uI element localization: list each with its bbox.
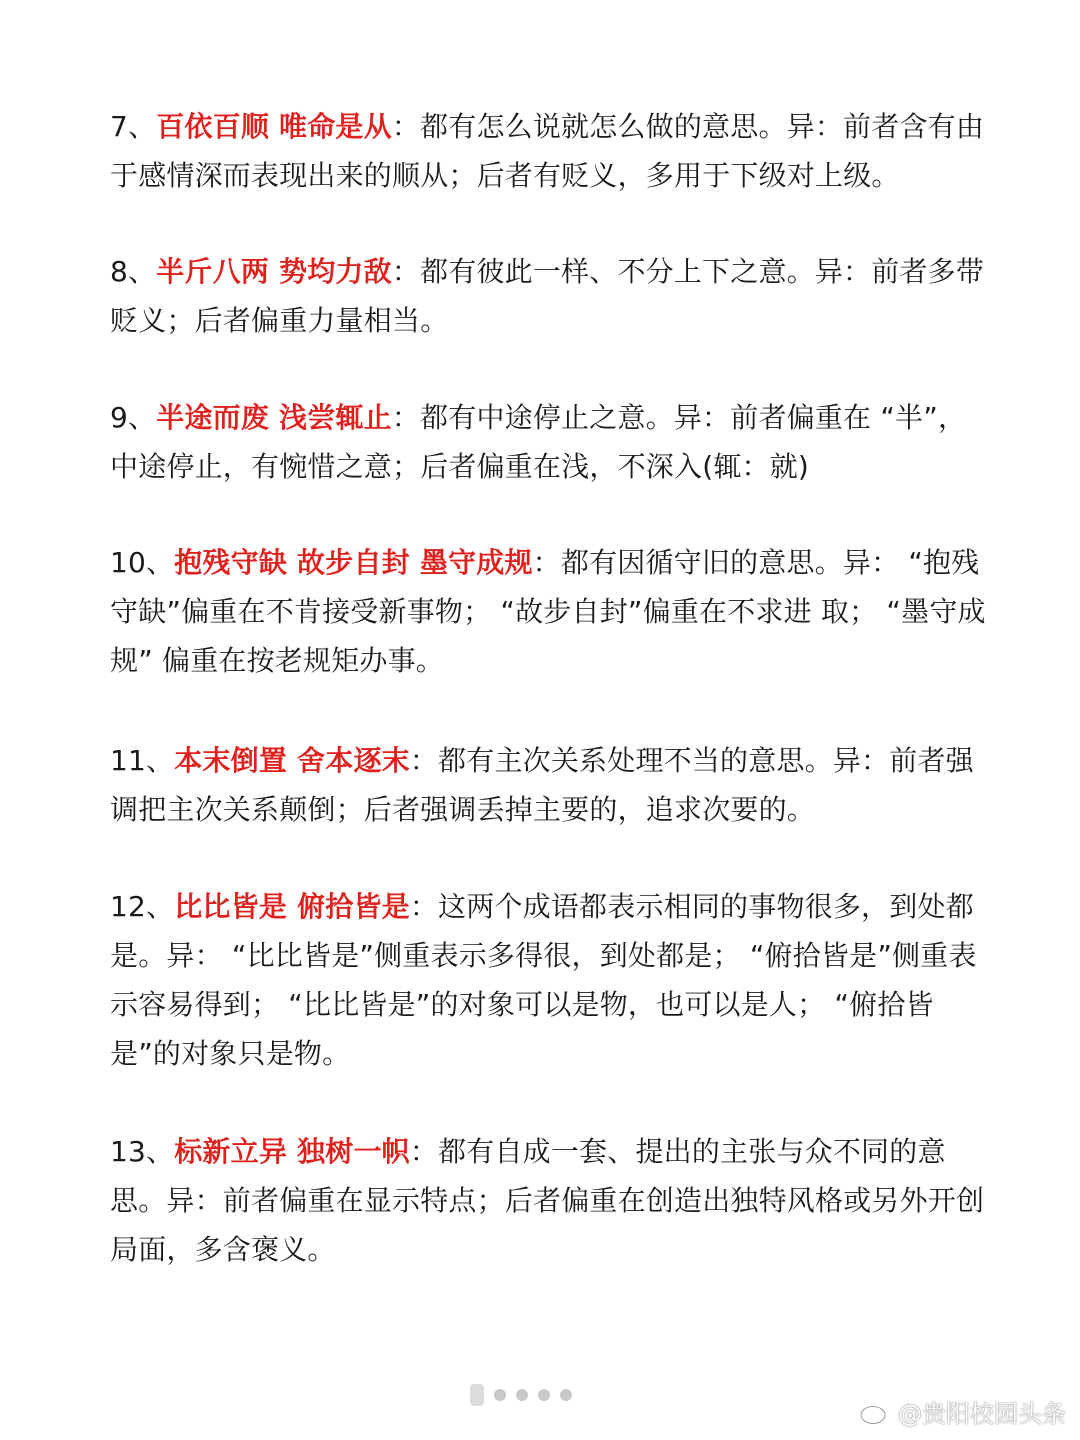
entry-text: ：都有自成一套、提出的主张与众不同的意思。异：前者偏重在显示特点；后者偏重在创造出独特风格或另外开创局面，多含褒义。 <box>110 1135 985 1266</box>
entry-9 <box>110 393 990 491</box>
entry-text: ：这两个成语都表示相同的事物很多，到处都是。异： “比比皆是”侧重表示多得很，到处都是； “俯拾皆是”侧重表示容易得到； “比比皆是”的对象可以是物，也可以是人； “俯拾皆是”的对象只是物。 <box>110 890 977 1070</box>
entry-7 <box>110 102 990 200</box>
idiom: 抱残守缺 <box>174 546 288 579</box>
idiom: 半斤八两 <box>156 255 270 288</box>
entry-13 <box>110 1127 990 1274</box>
idiom: 故步自封 <box>297 546 410 579</box>
entry-number: 10、 <box>110 546 175 579</box>
pager-dot[interactable] <box>538 1389 550 1401</box>
weibo-logo-icon <box>858 1398 892 1426</box>
idiom: 百依百顺 <box>156 110 270 143</box>
entry-12 <box>110 882 990 1078</box>
entry-text: ：都有彼此一样、不分上下之意。异：前者多带贬义；后者偏重力量相当。 <box>110 255 985 337</box>
entry-text: ：都有主次关系处理不当的意思。异：前者强调把主次关系颠倒；后者强调丢掉主要的，追求次要的。 <box>110 744 974 826</box>
idiom: 唯命是从 <box>279 110 392 143</box>
entry-11 <box>110 736 990 834</box>
pager-dot-active[interactable] <box>470 1384 484 1406</box>
entry-number: 7、 <box>110 110 157 143</box>
image-pager[interactable] <box>470 1389 572 1406</box>
idiom: 本末倒置 <box>174 744 288 777</box>
entry-text: ：都有中途停止之意。异：前者偏重在 “半”，中途停止，有惋惜之意；后者偏重在浅，不深入(辄：就) <box>110 401 967 483</box>
entry-text: ：都有因循守旧的意思。异： “抱残守缺”偏重在不肯接受新事物； “故步自封”偏重在不求进 取； “墨守成规” 偏重在按老规矩办事。 <box>110 546 986 677</box>
idiom: 浅尝辄止 <box>279 401 392 434</box>
idiom: 舍本逐末 <box>297 744 410 777</box>
watermark <box>858 1394 1066 1429</box>
entry-number: 11、 <box>110 744 175 777</box>
idiom: 独树一帜 <box>297 1135 410 1168</box>
pager-dot[interactable] <box>516 1389 528 1401</box>
watermark-text: @贵阳校园头条 <box>898 1400 1066 1428</box>
idiom: 势均力敌 <box>279 255 392 288</box>
idiom: 半途而废 <box>156 401 270 434</box>
entry-number: 13、 <box>110 1135 175 1168</box>
pager-dot[interactable] <box>560 1389 572 1401</box>
idiom: 标新立异 <box>174 1135 288 1168</box>
entry-8 <box>110 247 990 345</box>
idiom: 俯拾皆是 <box>297 890 410 923</box>
idiom: 比比皆是 <box>174 890 288 923</box>
entry-text: ：都有怎么说就怎么做的意思。异：前者含有由于感情深而表现出来的顺从；后者有贬义，多用于下级对上级。 <box>110 110 985 192</box>
entry-number: 12、 <box>110 890 175 923</box>
idiom: 墨守成规 <box>419 546 533 579</box>
entry-10 <box>110 538 990 685</box>
pager-dot[interactable] <box>494 1389 506 1401</box>
entry-number: 8、 <box>110 255 157 288</box>
entry-number: 9、 <box>110 401 157 434</box>
